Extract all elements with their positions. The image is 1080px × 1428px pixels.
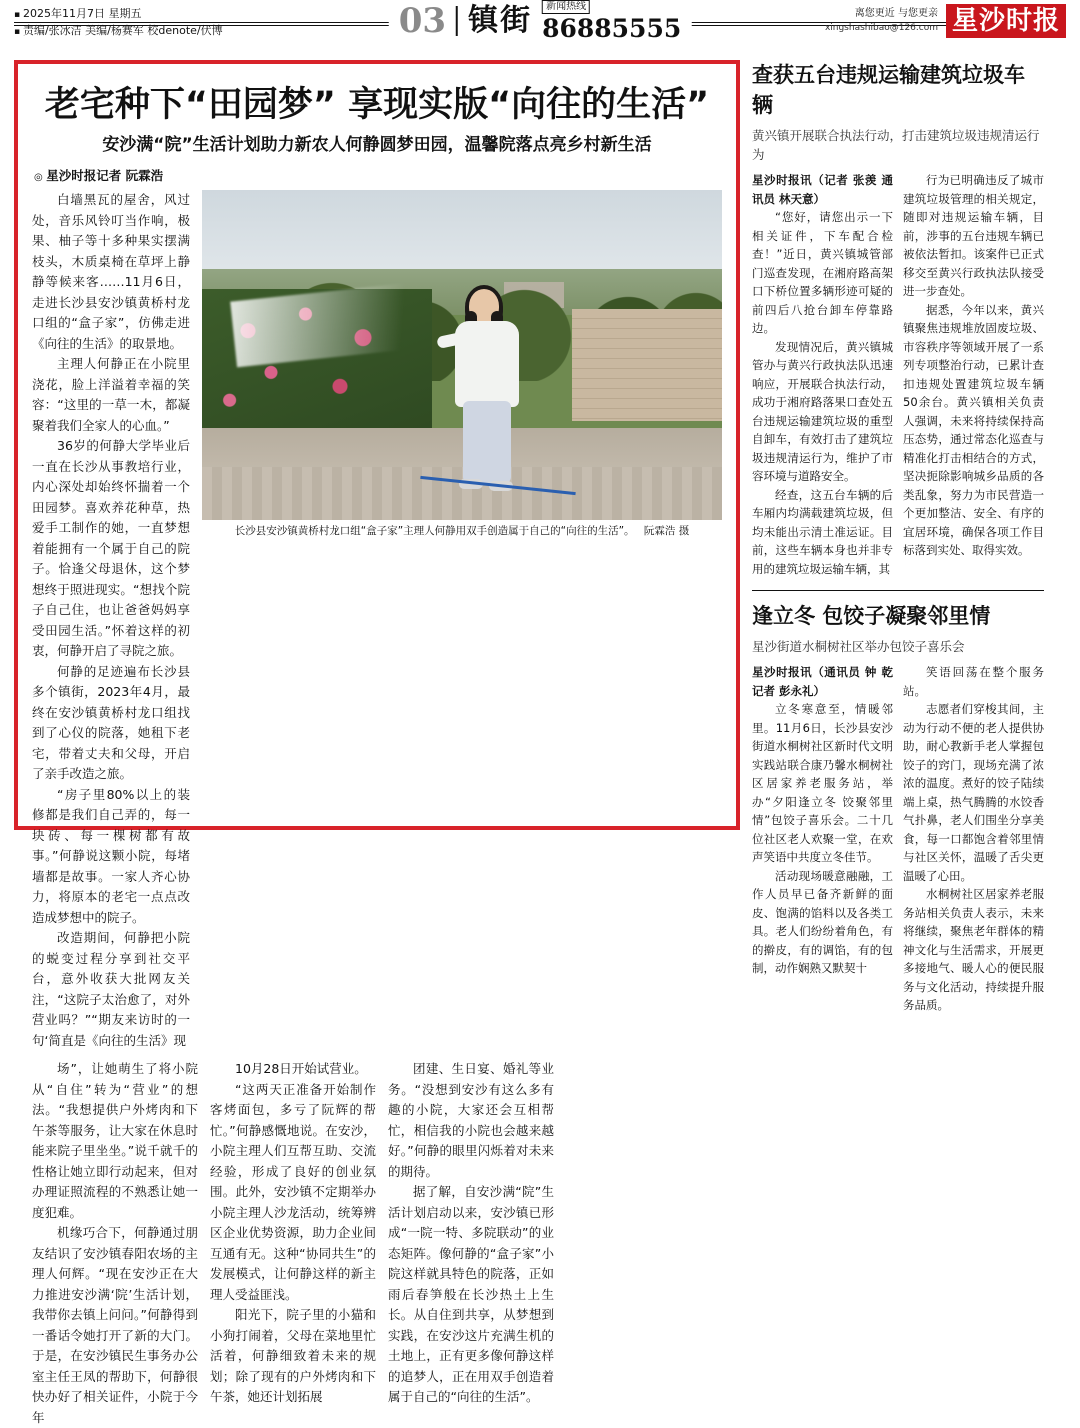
photo-person: [441, 289, 537, 494]
paragraph: “您好，请您出示一下相关证件，下车配合检查！”近日，黄兴镇城管部门巡查发现，在湘府路高架口下桥位置多辆形迹可疑的前四后八抢台卸车停靠路边。: [752, 210, 893, 335]
page-content: [14, 60, 1066, 1425]
photo-credit: 阮霖浩 摄: [643, 525, 690, 537]
right-article-1-byline: 星沙时报讯（记者 张羡 通讯员 林天意）: [752, 173, 893, 206]
right-article-2-title: 逢立冬 包饺子凝聚邻里情: [752, 604, 991, 628]
paragraph: 水桐树社区居家养老服务站相关负责人表示，未来将继续，聚焦老年群体的精神文化与生活需求，开展更多接地气、暖人心的便民服务与文化活动，持续提升服务品质。: [903, 887, 1044, 1012]
article-photo: [202, 190, 722, 520]
right-article-1-col-1: [752, 171, 893, 578]
paragraph: 笑语回荡在整个服务站。: [903, 665, 1044, 698]
masthead-center: [389, 0, 692, 42]
right-article-1: [752, 60, 1044, 578]
right-byline: [752, 663, 893, 700]
paragraph: 团建、生日宴、婚礼等业务。“没想到安沙有这么多有趣的小院，大家还会互相帮忙，相信我的小院也会越来越好。”何静的眼里闪烁着对未来的期待。: [388, 1061, 554, 1179]
article-column-1: [32, 190, 190, 1051]
article-top-region: [32, 190, 722, 1051]
right-article-2: [752, 601, 1044, 1015]
right-article-2-byline: 星沙时报讯（通讯员 钟 乾 记者 彭永礼）: [752, 665, 893, 698]
paragraph: 活动现场暖意融融，工作人员早已备齐新鲜的面皮、饱满的馅料以及各类工具。老人们纷纷着角色，有的擀皮，有的调馅，有的包制，动作娴熟又默契十: [752, 868, 893, 975]
paragraph: 场”，让她萌生了将小院从“自住”转为“营业”的想法。“我想提供户外烤肉和下午茶等服务，让大家在休息时能来院子里坐坐。”说千就千的性格让她立即行动起来，但对办理证照流程的不熟悉让她一度犯难。: [32, 1061, 198, 1220]
main-subhead: 安沙满“院”生活计划助力新农人何静圆梦田园，温馨院落点亮乡村新生活: [102, 135, 652, 155]
masthead-left-info: [14, 0, 314, 40]
slogan-line-1: 离您更近 与您更亲: [854, 8, 938, 19]
paragraph: 机缘巧合下，何静通过朋友结识了安沙镇春阳农场的主理人何辉。“现在安沙正在大力推进安沙满‘院’生活计划，我带你去镇上问问。”何静得到一番话令她打开了新的大门。于是，在安沙镇民生事务办公室主任王凤的帮助下，何静很快办好了相关证件，小院于今年: [32, 1225, 198, 1425]
paragraph: 10月28日开始试营业。: [235, 1061, 367, 1076]
paragraph: 据悉，今年以来，黄兴镇聚焦违规堆放固废垃圾、市容秩序等领域开展了一系列专项整治行动，已累计查扣违规处置建筑垃圾车辆50余台。黄兴镇相关负责人强调，未来将持续保持高压态势，通过常态化巡查与精准化打击相结合的方式，坚决扼除影响城乡品质的各类乱象，努力为市民营造一个更加整洁、安全、有序的宜居环境，确保各项工作目标落到实处、取得实效。: [903, 302, 1044, 557]
paragraph: “房子里80%以上的装修都是我们自己弄的，每一块砖、每一棵树都有故事。”何静说这颗小院，每堵墙都是故事。一家人齐心协力，将原本的老宅一点点改造成梦想中的院子。: [32, 786, 190, 925]
editor-credits: ▪ 责编/张冰洁 美编/杨赛军 校denote/伏博: [14, 23, 314, 40]
right-article-1-title: 查获五台违规运输建筑垃圾车辆: [752, 63, 1025, 117]
right-article-2-subtitle: 星沙街道水桐树社区举办包饺子喜乐会: [752, 639, 965, 654]
page-number: 03: [398, 1, 447, 41]
paragraph: 立冬寒意至，情暖邻里。11月6日，长沙县安沙街道水桐树社区新时代文明实践站联合康乃馨水桐树社区居家养老服务站，举办“夕阳逢立冬 饺聚邻里情”包饺子喜乐会。二十几位社区老人欢聚一堂，在欢声笑语中共度立冬佳节。: [752, 702, 893, 864]
article-column-4: [388, 1059, 554, 1428]
right-column: [752, 60, 1044, 1012]
hotline-number: 86885555: [542, 14, 682, 43]
right-article-2-columns: [752, 663, 1044, 1015]
right-article-1-subtitle: 黄兴镇开展联合执法行动，打击建筑垃圾违规清运行为: [752, 128, 1040, 162]
main-article: [14, 60, 740, 1425]
right-byline: [752, 171, 893, 208]
paragraph: 36岁的何静大学毕业后一直在长沙从事教培行业，内心深处却始终怀揣着一个田园梦。喜欢养花种草，热爱手工制作的她，一直梦想着能拥有一个属于自己的院子。恰逢父母退休，这个梦想终于照进现实。“想找个院子自己住，也让爸爸妈妈享受田园生活。”怀着这样的初衷，何静开启了寻院之旅。: [32, 438, 190, 658]
paragraph: 经查，这五台车辆的后车厢内均满载建筑垃圾，但均未能出示清土准运证。目前，这些车辆本身也并非专用的建筑垃圾运输车辆，其: [752, 487, 893, 576]
paragraph: 何静的足迹遍布长沙县多个镇街，2023年4月，最终在安沙镇黄桥村龙口组找到了心仪的院落，她租下老宅，带着丈夫和父母，开启了亲手改造之旅。: [32, 663, 190, 781]
article-column-2: [32, 1059, 198, 1428]
paragraph: 据了解，自安沙满“院”生活计划启动以来，安沙镇已形成“一院一特、多院联动”的业态矩阵。像何静的“盒子家”小院这样就具特色的院落，正如雨后春笋般在长沙热土上生长。从自住到共享，从梦想到实践，在安沙这片充满生机的土地上，正有更多像何静这样的追梦人，正在用双手创造着属于自己的“向往的生活”。: [388, 1184, 554, 1404]
right-article-1-columns: [752, 171, 1044, 578]
divider-bar: [456, 6, 458, 36]
photo-caption-text: 长沙县安沙镇黄桥村龙口组“盒子家”主理人何静用双手创造属于自己的“向往的生活”。: [234, 525, 635, 537]
contact-email: xingshashibao@126.com: [824, 23, 938, 33]
photo-caption: [202, 524, 722, 539]
right-column-divider: [752, 590, 1044, 591]
main-byline: ◎ 星沙时报记者 阮霖浩: [34, 166, 722, 184]
paragraph: 白墙黑瓦的屋舍，风过处，音乐风铃叮当作响，极果、柚子等十多种果实摆满枝头，木质桌椅在草坪上静静等候来客……11月6日，走进长沙县安沙镇黄桥村龙口组的“盒子家”，仿佛走进《向往的生活》的取景地。: [32, 192, 190, 351]
masthead-right: [825, 0, 1066, 38]
article-bottom-columns: [32, 1059, 722, 1428]
newspaper-logo: 星沙时报: [946, 4, 1066, 38]
paragraph: 改造期间，何静把小院的蜕变过程分享到社交平台，意外收获大批网友关注，“这院子太治愈了，对外营业吗？”“期友来访时的一句‘简直是《向往的生活》现: [32, 930, 190, 1048]
article-photo-block: [202, 190, 722, 1051]
paragraph: 阳光下，院子里的小猫和小狗打闹着，父母在菜地里忙活着，何静细致着未来的规划；除了现有的户外烤肉和下午茶，她还计划拓展: [210, 1307, 376, 1404]
right-article-2-col-2: [903, 663, 1044, 1015]
right-article-1-col-2: [903, 171, 1044, 578]
masthead: [14, 0, 1066, 50]
section-title: 镇街: [468, 3, 533, 38]
person-trousers: [463, 401, 511, 483]
hotline-block: [542, 0, 681, 42]
main-headline: 老宅种下“田园梦” 享现实版“向往的生活”: [44, 85, 710, 125]
paragraph: 发现情况后，黄兴镇城管办与黄兴行政执法队迅速响应，开展联合执法行动，成功于湘府路落果口查处五台违规运输建筑垃圾的重型自卸车，有效打击了建筑垃圾违规清运行为，维护了市容环境与道路安全。: [752, 339, 893, 483]
hotline-label: 新闻热线: [542, 0, 590, 14]
photo-wall: [572, 309, 722, 421]
publication-date: ▪ 2025年11月7日 星期五: [14, 6, 314, 23]
paragraph: 志愿者们穿梭其间，主动为行动不便的老人提供协助，耐心教新手老人掌握包饺子的窍门，现场充满了浓浓的温度。煮好的饺子陆续端上桌，热气腾腾的水饺香气扑鼻，老人们围坐分享美食，每一口都饱含着邻里情与社区关怀，温暖了舌尖更温暖了心田。: [903, 702, 1044, 883]
right-article-2-col-1: [752, 663, 893, 1015]
article-column-3: [210, 1059, 376, 1428]
masthead-slogan: [825, 7, 938, 35]
paragraph: “这两天正准备开始制作客烤面包，多亏了阮辉的帮忙。”何静感慨地说。在安沙，小院主理人们互帮互助、交流经验，形成了良好的创业氛围。此外，安沙镇不定期举办小院主理人沙龙活动，统筹辨区企业优势资源，助力企业间互通有无。这种“协同共生”的发展模式，让何静这样的新主理人受益匪浅。: [210, 1081, 376, 1302]
paragraph: 主理人何静正在小院里浇花，脸上洋溢着幸福的笑容：“这里的一草一木，都凝聚着我们全家人的心血。”: [32, 356, 190, 433]
paragraph: 行为已明确违反了城市建筑垃圾管理的相关规定，随即对违规运输车辆，目前，涉事的五台违规车辆已被依法暂扣。该案件已正式移交至黄兴行政执法队接受进一步查处。: [903, 173, 1044, 298]
